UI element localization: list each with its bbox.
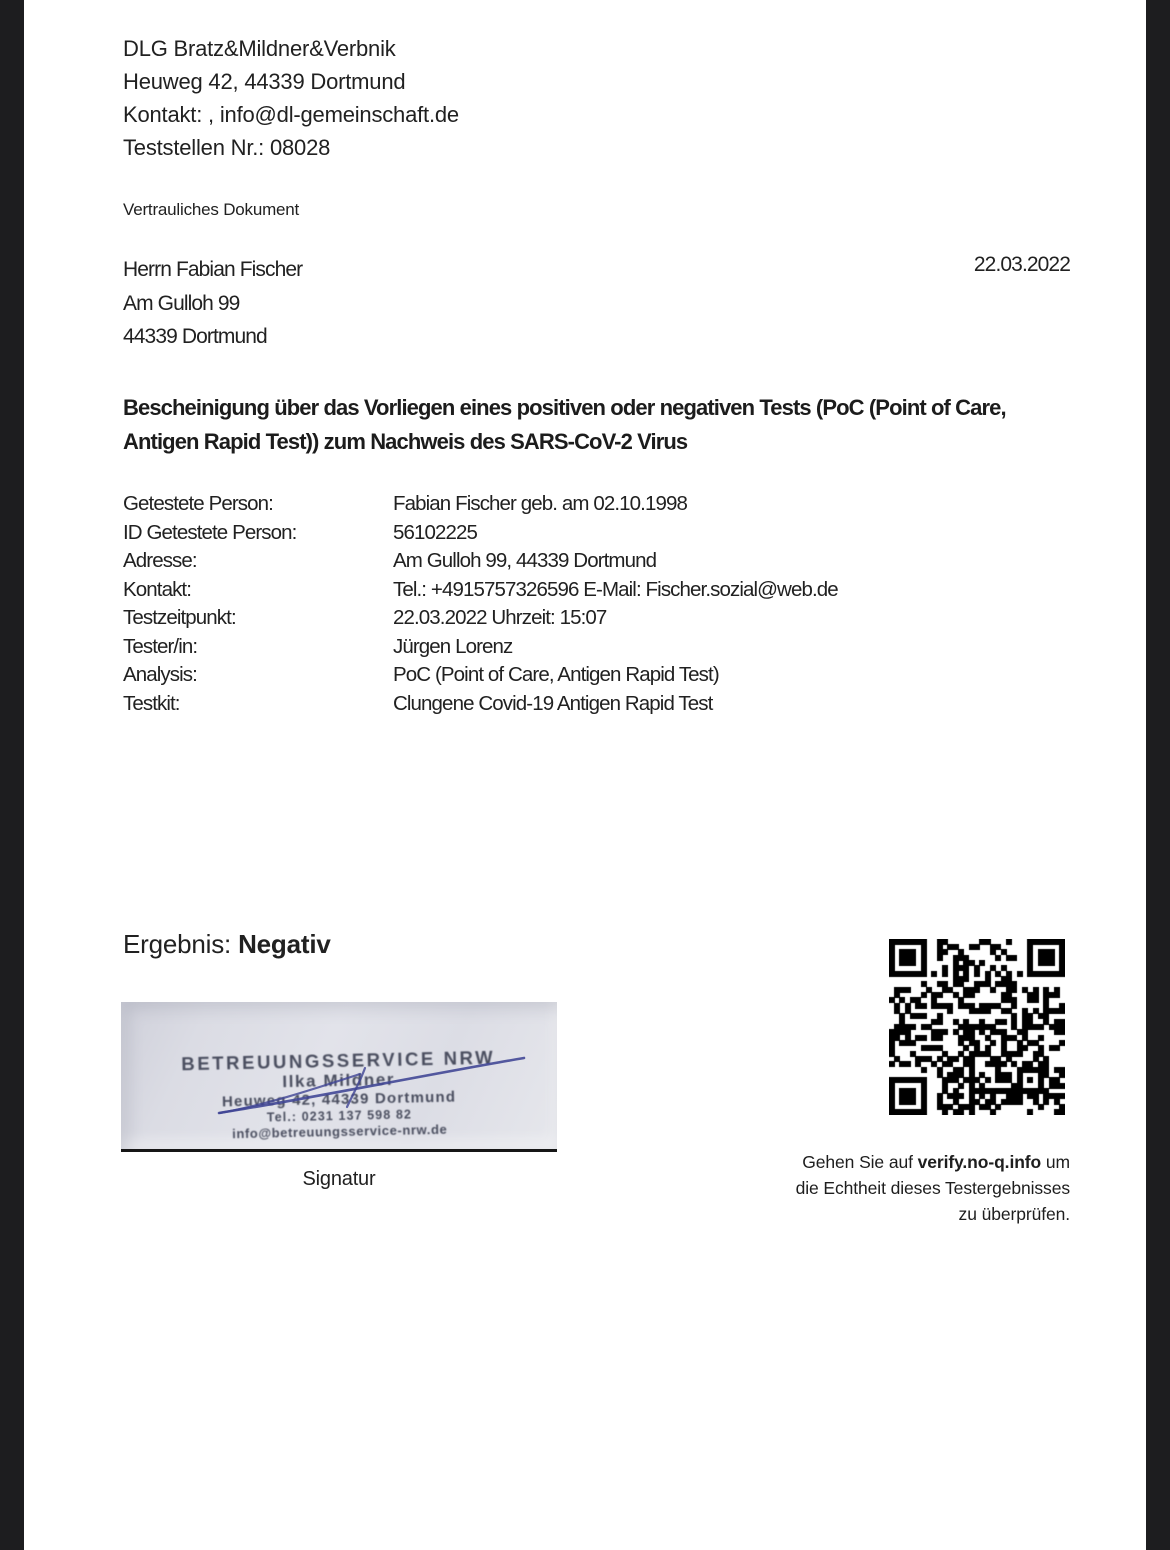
stamp-person-name: Ilka Mildner [282,1069,396,1092]
field-label: Tester/in: [123,634,198,658]
field-value: 56102225 [393,520,478,544]
field-value: Fabian Fischer geb. am 02.10.1998 [393,492,687,515]
field-row [123,661,838,690]
field-label: Analysis: [123,663,197,686]
certificate-title [123,391,1103,459]
sender-teststation-number: Teststellen Nr.: 08028 [123,135,331,160]
verify-line-2: die Echtheit dieses Testergebnisses [795,1178,1070,1198]
verify-link: verify.no-q.info [917,1152,1042,1172]
result-line [123,929,331,960]
field-value: Jürgen Lorenz [393,634,513,658]
document-date: 22.03.2022 [973,253,1070,276]
verify-line-3: zu überprüfen. [958,1204,1070,1224]
stamp-email: info@betreuungsservice-nrw.de [232,1121,448,1142]
sender-street: Heuweg 42, 44339 Dortmund [123,69,406,94]
field-row [123,576,838,605]
field-row [123,547,838,576]
field-value: 22.03.2022 Uhrzeit: 15:07 [393,606,607,629]
stamp-phone: Tel.: 0231 137 598 82 [266,1107,413,1125]
recipient-city: 44339 Dortmund [123,325,267,348]
handwritten-signature-stroke [121,1002,557,1149]
result-label: Ergebnis: [123,929,239,959]
certificate-title-line-1: Bescheinigung über das Vorliegen eines positiven oder negativen Tests (PoC (Point of Care, [123,395,1006,420]
certificate-title-line-2: Antigen Rapid Test)) zum Nachweis des SARS-CoV-2 Virus [123,429,688,454]
sender-address-block [123,32,459,164]
field-value: Clungene Covid-19 Antigen Rapid Test [393,691,713,715]
result-value: Negativ [238,929,331,959]
recipient-address-block [123,253,302,354]
signature-label: Signatur [302,1168,376,1190]
field-label: Kontakt: [123,577,192,601]
field-row [123,633,838,662]
field-row [123,519,838,548]
field-label: Getestete Person: [123,492,273,515]
field-value: Tel.: +4915757326596 E-Mail: Fischer.sozial@web.de [393,577,838,601]
confidential-label: Vertrauliches Dokument [123,200,300,219]
stamp-photo [121,1002,557,1152]
field-value: PoC (Point of Care, Antigen Rapid Test) [393,663,719,686]
verify-line-1-post: um [1041,1152,1070,1172]
field-row [123,690,838,719]
field-label: Adresse: [123,549,197,572]
field-label: ID Getestete Person: [123,520,297,544]
sender-contact: Kontakt: , info@dl-gemeinschaft.de [123,102,459,127]
field-label: Testzeitpunkt: [123,606,236,629]
left-frame-bar [0,0,24,1550]
sender-name: DLG Bratz&Mildner&Verbnik [123,36,396,61]
field-value: Am Gulloh 99, 44339 Dortmund [393,549,657,572]
right-frame-bar [1146,0,1170,1550]
qr-code [889,939,1065,1115]
verify-line-1 [640,1149,1070,1175]
recipient-name: Herrn Fabian Fischer [123,258,303,281]
verify-line-1-pre: Gehen Sie auf [802,1152,918,1172]
verify-instructions [640,1149,1070,1227]
recipient-street: Am Gulloh 99 [123,291,240,315]
field-label: Testkit: [123,691,180,715]
field-row [123,604,838,633]
field-row [123,490,838,519]
stamp-org-name: BETREUUNGSSERVICE NRW [181,1046,496,1075]
fields-table [123,490,838,718]
stamp-address: Heuweg 42, 44339 Dortmund [221,1088,457,1111]
